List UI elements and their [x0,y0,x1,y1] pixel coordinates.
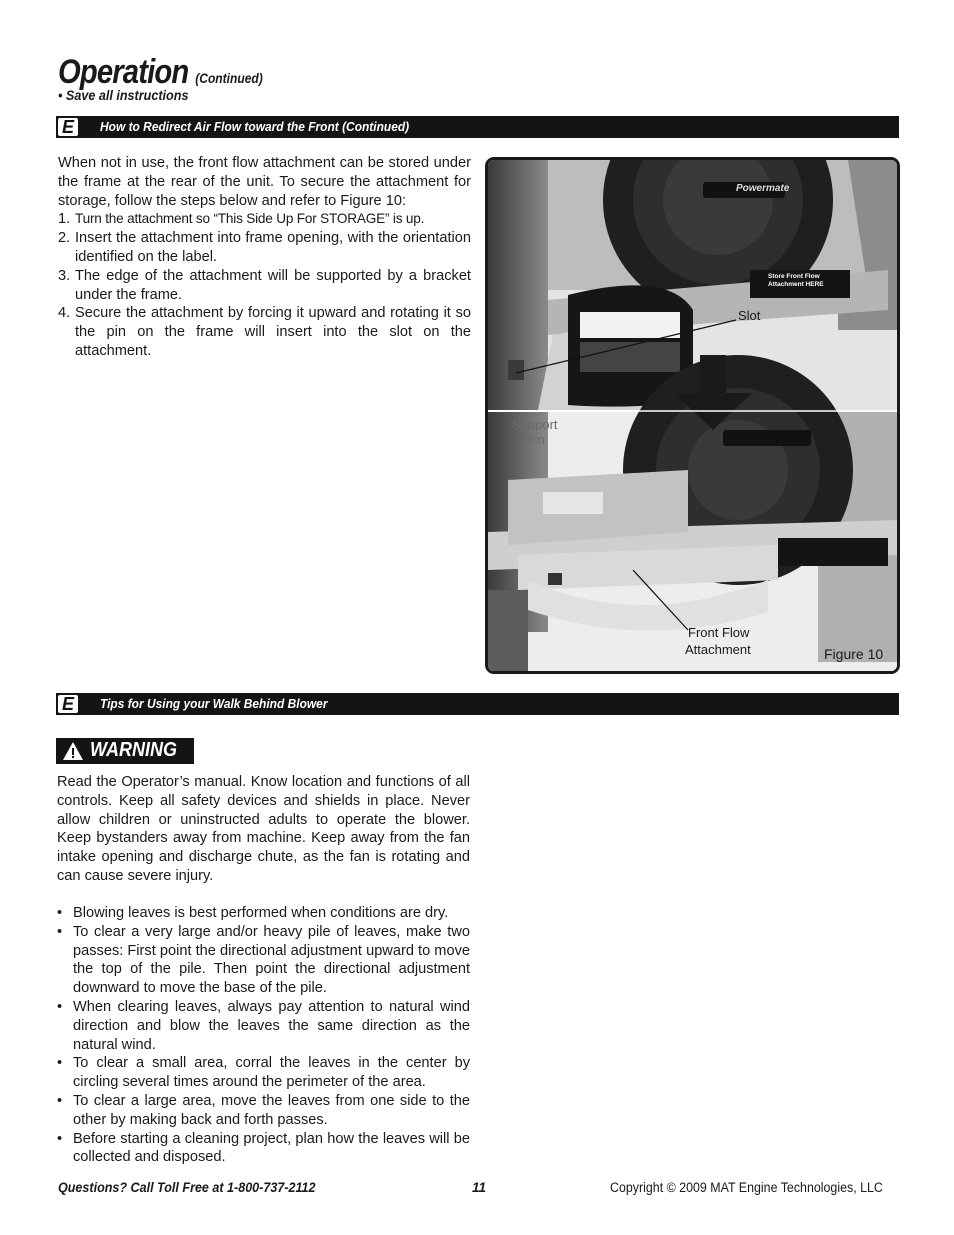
callout-front-flow [685,624,751,658]
tip-item [57,923,470,998]
tip-text: To clear a large area, move the leaves from one side to the other by making back and forth passes. [73,1092,470,1128]
tip-text: When clearing leaves, always pay attention to natural wind direction and blow the leaves the same direction as the natural wind. [73,998,470,1053]
tip-text: Before starting a cleaning project, plan how the leaves will be collected and disposed. [73,1130,470,1166]
warning-triangle-icon [61,740,85,762]
warning-paragraph: Read the Operator’s manual. Know location and functions of all controls. Keep all safety devices and shields in place. Never allow children or uninstructed adults to operate the blower. Keep bystanders away from machine. Keep away from the fan intake opening and discharge chute, as the fan is rotating and can cause severe injury. [57,774,470,884]
section1-intro: When not in use, the front flow attachment can be stored under the frame at the rear of the unit. To secure the attachment for storage, follow the steps below and refer to Figure 10: [58,155,471,209]
title-text: Operation [58,53,189,91]
step-text: Turn the attachment so “This Side Up For STORAGE” is up. [75,211,425,227]
section-heading: How to Redirect Air Flow toward the Front (Continued) [100,119,410,134]
section1-body [58,154,471,361]
warning-text-label: WARNING [90,739,178,761]
callout-support-line1: Support [512,417,558,432]
callout-slot: Slot [738,308,761,323]
figure-10 [485,157,900,674]
step-item [58,304,471,360]
bullet-icon: • [57,1130,63,1147]
page-subtitle: • Save all instructions [58,87,189,103]
bullet-icon: • [57,998,63,1015]
tip-text: To clear a small area, corral the leaves in the center by circling several times around the perimeter of the area. [73,1055,470,1091]
tip-item [57,998,470,1054]
steps-list [58,210,471,360]
footer-copyright: Copyright © 2009 MAT Engine Technologies, LLC [610,1180,883,1195]
section-heading: Tips for Using your Walk Behind Blower [100,696,328,711]
section-header-tips [56,693,899,715]
step-number: 4. [58,305,71,322]
footer-page-number: 11 [472,1180,487,1195]
callout-attachment-line2: Attachment [685,642,751,657]
tips-list [57,904,470,1167]
storage-decal [752,273,824,289]
step-text: Secure the attachment by forcing it upward and rotating it so the pin on the frame will insert into the slot on the attachment. [75,305,471,359]
step-item [58,229,471,267]
step-number: 2. [58,230,71,247]
bullet-icon: • [57,905,63,921]
tips-section [57,904,470,1167]
step-item [58,210,471,229]
title-suffix: (Continued) [195,70,263,86]
section-letter-badge: E [56,116,80,138]
step-text: The edge of the attachment will be supported by a bracket under the frame. [75,267,471,303]
callout-support-line2: Pin [526,432,545,447]
section-letter-badge: E [56,693,80,715]
bullet-icon: • [57,1092,63,1109]
footer-phone: Questions? Call Toll Free at 1-800-737-2112 [58,1180,316,1195]
step-text: Insert the attachment into frame opening, with the orientation identified on the label. [75,230,471,265]
warning-label [56,738,194,764]
step-number: 1. [58,211,71,228]
section-header-redirect [56,116,899,138]
figure-caption: Figure 10 [824,646,884,662]
brand-logo: Powermate [736,183,790,194]
tip-item [57,1054,470,1092]
bullet-icon: • [57,1055,63,1072]
step-item [58,267,471,305]
tip-text: To clear a very large and/or heavy pile of leaves, make two passes: First point the directional adjustment upward to move the top of the pile. Then point the directional adjustment downward to move the base of the pile. [73,923,470,997]
tip-text: Blowing leaves is best performed when conditions are dry. [73,905,449,921]
step-number: 3. [58,267,71,284]
tip-item [57,904,470,923]
callout-attachment-line1: Front Flow [688,625,750,640]
tip-item [57,1130,470,1168]
decal-line2: Attachment HERE [768,281,824,288]
decal-line1: Store Front Flow [768,273,820,280]
bullet-icon: • [57,923,63,940]
figure-photo-illustration [488,160,897,671]
tip-item [57,1092,470,1130]
callout-support-pin [512,417,558,447]
